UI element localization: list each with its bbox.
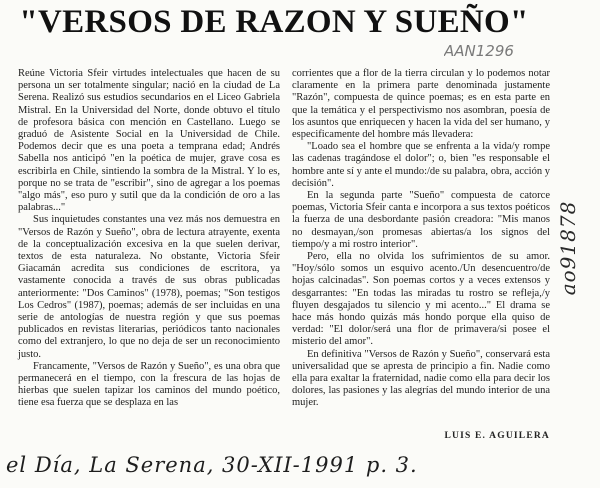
article-headline: "VERSOS DE RAZON Y SUEÑO" xyxy=(19,4,529,40)
paragraph: Sus inquietudes constantes una vez más nos demuestra en "Versos de Razón y Sueño", obra de lectura atrayente, exenta de la conceptualización excesiva en la que suelen derivar, textos de esta naturaleza. No obstante, Victoria Sfeir Giacamán acredita sus condiciones de escritora, ya vastamente conocida a través de sus obras publicadas anteriormente: "Dos Caminos" (1978), poemas; "Son testigos Los Cedros" (1987), poemas; además de ser incluidas en una serie de antologías de nuestra región y que sus poemas publicados en revistas literarias, periódicos tanto nacionales como del extranjero, lo que no deja de ser un reconocimiento justo. xyxy=(18,214,280,360)
handwritten-source-citation: el Día, La Serena, 30-XII-1991 p. 3. xyxy=(6,453,418,477)
vertical-note-text: ao91878 xyxy=(556,200,580,296)
paragraph: Pero, ella no olvida los sufrimientos de su amor. "Hoy/sólo somos un esquivo acento./Un desencuentro/de hojas calcinadas". Son poemas cortos y a veces extensos y desgarrantes: "En todas las miradas tu rostro se refleja,/y fluyen desgajados tu silencio y mi acento..." El drama se hace más hondo quizás más hondo porque ella quiso de verdad: "El dolor/será una flor de primavera/si posee el misterio del amor". xyxy=(292,251,550,348)
paragraph: Francamente, "Versos de Razón y Sueño", es una obra que permanecerá en el tiempo, con la frescura de las hojas de hierbas que suelen tapizar los caminos del mundo poético, tiene esa fuerza que se desplaza en las xyxy=(18,360,280,409)
paragraph: "Loado sea el hombre que se enfrenta a la vida/y rompe las cadenas tragándose el dolor"; o, bien "es responsable el hombre ante sí y ante el mundo:/de su palabra, obra, acción y decisión". xyxy=(292,141,550,189)
paragraph: En definitiva "Versos de Razón y Sueño", conservará esta universalidad que se apresta de principio a fin. Nadie como ella para exaltar la fraternidad, nadie como ella para decir los dolores, las pasiones y las alegrías del mundo interior de una mujer. xyxy=(292,348,550,409)
article-byline: LUIS E. AGUILERA xyxy=(444,431,550,441)
article-column-1 xyxy=(18,68,280,410)
catalog-stamp: AAN1296 xyxy=(444,42,514,60)
article-column-2 xyxy=(292,68,550,410)
paragraph: Reúne Victoria Sfeir virtudes intelectuales que hacen de su persona un ser totalmente singular; nació en la ciudad de La Serena. Realizó sus estudios secundarios en el Liceo Gabriela Mistral. En la Universidad del Norte, donde obtuvo el título de profesora básica con mención en Castellano. Luego se graduó de Asistente Social en la Universidad de Chile. Podemos decir que es una poeta a temprana edad; Andrés Sabella nos anticipó "en la poética de mujer, grave cosa es escribirla en Chile, sintiendo la sombra de la Mistral. Y lo es, porque no se trata de "escribir", sino de agregar a los poemas "algo más", eso puro y sutil que da la condición de oro a las palabras..." xyxy=(18,68,280,214)
paragraph: corrientes que a flor de la tierra circulan y lo podemos notar claramente en la primera parte denominada justamente "Razón", compuesta de quince poemas; es en esta parte en que la temática y el perspectivismo nos asombran, poesía de los asuntos que enriquecen y hacen la vida del ser humano, y especificamente del hombre más llevadera: xyxy=(292,68,550,141)
paragraph: En la segunda parte "Sueño" compuesta de catorce poemas, Victoria Sfeir canta e incorpora a sus textos poéticos la fuerza de una desbordante pasión creadora: "Mis manos no desmayan,/son promesas abiertas/a los signos del tiempo/y a mi rostro interior". xyxy=(292,190,550,250)
handwritten-vertical-note xyxy=(548,178,588,318)
